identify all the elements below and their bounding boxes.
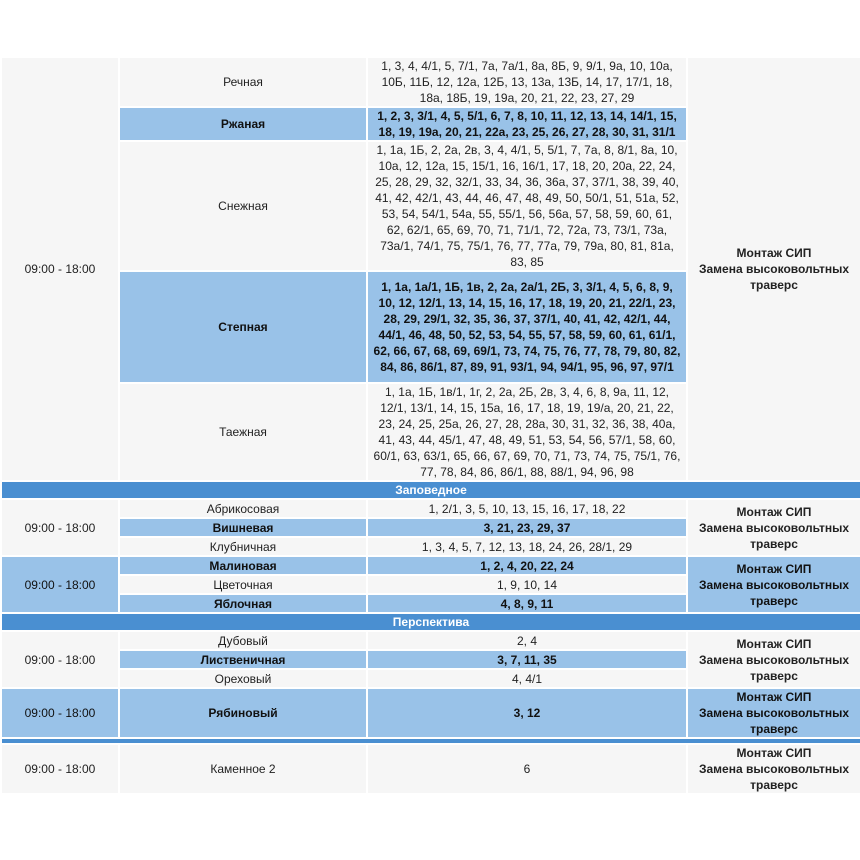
schedule-table-container: [0, 56, 860, 814]
street-cell: Речная: [119, 57, 367, 107]
street-cell: Каменное 2: [119, 744, 367, 794]
houses-cell: 3, 7, 11, 35: [367, 650, 687, 669]
work-line-2: Замена высоковольтных траверс: [698, 520, 850, 551]
street-cell: Цветочная: [119, 575, 367, 594]
houses-cell: 2, 4: [367, 631, 687, 650]
street-cell: Клубничная: [119, 537, 367, 556]
time-cell: 09:00 - 18:00: [1, 556, 119, 613]
table-row: [1, 57, 860, 107]
table-row: [1, 688, 860, 738]
street-cell: Малиновая: [119, 556, 367, 575]
time-cell: 09:00 - 18:00: [1, 631, 119, 688]
houses-cell: 4, 4/1: [367, 669, 687, 688]
table-row: [1, 631, 860, 650]
work-line-2: Замена высоковольтных траверс: [698, 577, 850, 608]
houses-cell: 1, 3, 4, 4/1, 5, 7/1, 7а, 7а/1, 8а, 8Б, 9, 9/1, 9а, 10, 10а, 10Б, 11Б, 12, 12а, 12Б, 13, 13а, 13Б, 14, 17, 17/1, 18, 18а, 18Б, 19, 19а, 20, 21, 22, 23, 27, 29: [367, 57, 687, 107]
outage-schedule-table: [0, 56, 860, 795]
work-cell: [687, 499, 860, 556]
work-line-2: Замена высоковольтных траверс: [698, 652, 850, 683]
time-cell: 09:00 - 18:00: [1, 688, 119, 738]
houses-cell: 1, 2, 3, 3/1, 4, 5, 5/1, 6, 7, 8, 10, 11, 12, 13, 14, 14/1, 15, 18, 19, 19а, 20, 21, 22а, 23, 25, 26, 27, 28, 30, 31, 31/1: [367, 107, 687, 141]
work-line-1: Монтаж СИП: [736, 504, 812, 519]
work-line-1: Монтаж СИП: [736, 246, 812, 260]
street-cell: Снежная: [119, 141, 367, 271]
street-cell: Рябиновый: [119, 688, 367, 738]
table-row: [1, 556, 860, 575]
street-cell: Абрикосовая: [119, 499, 367, 518]
work-cell: [687, 631, 860, 688]
street-cell: Лиственичная: [119, 650, 367, 669]
street-cell: Таежная: [119, 383, 367, 481]
work-line-2: Замена высоковольтных траверс: [698, 762, 850, 792]
houses-cell: 1, 1а, 1Б, 2, 2а, 2в, 3, 4, 4/1, 5, 5/1, 7, 7а, 8, 8/1, 8а, 10, 10а, 12, 12а, 15, 15/1, 16, 16/1, 17, 18, 20, 20а, 22, 24, 25, 28, 29, 32, 32/1, 33, 34, 36, 36а, 37, 37/1, 38, 39, 40, 41, 42, 42/1, 43, 44, 46, 47, 48, 49, 50, 50/1, 51, 51а, 52, 53, 54, 54/1, 54а, 55, 55/1, 56, 56а, 57, 58, 59, 60, 61, 62, 62/1, 65, 69, 70, 71, 71/1, 72, 72а, 73, 73/1, 73а, 73а/1, 74/1, 75, 75/1, 76, 77, 77а, 79, 79а, 80, 81, 81а, 83, 85: [367, 141, 687, 271]
table-row: [1, 499, 860, 518]
houses-cell: 1, 1а, 1Б, 1в/1, 1г, 2, 2а, 2Б, 2в, 3, 4, 6, 8, 9а, 11, 12, 12/1, 13/1, 14, 15, 15а, 16, 17, 18, 19, 19/а, 20, 21, 22, 23, 24, 25, 25а, 26, 27, 28, 28а, 30, 31, 32, 36, 38, 40а, 41, 43, 44, 45/1, 47, 48, 49, 51, 53, 54, 56, 57/1, 58, 60, 60/1, 63, 63/1, 65, 66, 67, 69, 70, 71, 73, 74, 75, 75/1, 76, 77, 78, 84, 86, 86/1, 88, 88/1, 94, 96, 98: [367, 383, 687, 481]
work-cell: [687, 57, 860, 481]
houses-cell: 1, 2, 4, 20, 22, 24: [367, 556, 687, 575]
street-cell: Яблочная: [119, 594, 367, 613]
work-line-1: Монтаж СИП: [736, 746, 812, 760]
houses-cell: 1, 2/1, 3, 5, 10, 13, 15, 16, 17, 18, 22: [367, 499, 687, 518]
work-line-1: Монтаж СИП: [736, 636, 812, 651]
time-cell: 09:00 - 18:00: [1, 744, 119, 794]
street-cell: Ореховый: [119, 669, 367, 688]
section-title: Перспектива: [1, 613, 860, 631]
time-cell: 09:00 - 18:00: [1, 499, 119, 556]
street-cell: Степная: [119, 271, 367, 383]
houses-cell: 1, 9, 10, 14: [367, 575, 687, 594]
houses-cell: 6: [367, 744, 687, 794]
work-line-2: Замена высоковольтных траверс: [698, 706, 850, 736]
work-line-1: Монтаж СИП: [736, 561, 812, 576]
street-cell: Ржаная: [119, 107, 367, 141]
street-cell: Дубовый: [119, 631, 367, 650]
work-line-1: Монтаж СИП: [736, 690, 812, 704]
houses-cell: 3, 21, 23, 29, 37: [367, 518, 687, 537]
work-line-2: Замена высоковольтных траверс: [698, 262, 850, 292]
section-title: Заповедное: [1, 481, 860, 499]
houses-cell: 3, 12: [367, 688, 687, 738]
work-cell: [687, 688, 860, 738]
table-row: [1, 744, 860, 794]
street-cell: Вишневая: [119, 518, 367, 537]
section-header-row: [1, 481, 860, 499]
houses-cell: 1, 3, 4, 5, 7, 12, 13, 18, 24, 26, 28/1, 29: [367, 537, 687, 556]
section-header-row: [1, 613, 860, 631]
work-cell: [687, 744, 860, 794]
houses-cell: 4, 8, 9, 11: [367, 594, 687, 613]
houses-cell: 1, 1а, 1а/1, 1Б, 1в, 2, 2а, 2а/1, 2Б, 3, 3/1, 4, 5, 6, 8, 9, 10, 12, 12/1, 13, 14, 15, 16, 17, 18, 19, 20, 21, 22/1, 23, 28, 29, 29/1, 32, 35, 36, 37, 37/1, 40, 41, 42, 42/1, 44, 44/1, 46, 48, 50, 52, 53, 54, 55, 57, 58, 59, 60, 61, 61/1, 62, 66, 67, 68, 69, 69/1, 73, 74, 75, 76, 77, 78, 79, 80, 82, 84, 86, 86/1, 87, 89, 91, 93/1, 94, 94/1, 95, 96, 97, 97/1: [367, 271, 687, 383]
work-cell: [687, 556, 860, 613]
time-cell: 09:00 - 18:00: [1, 57, 119, 481]
